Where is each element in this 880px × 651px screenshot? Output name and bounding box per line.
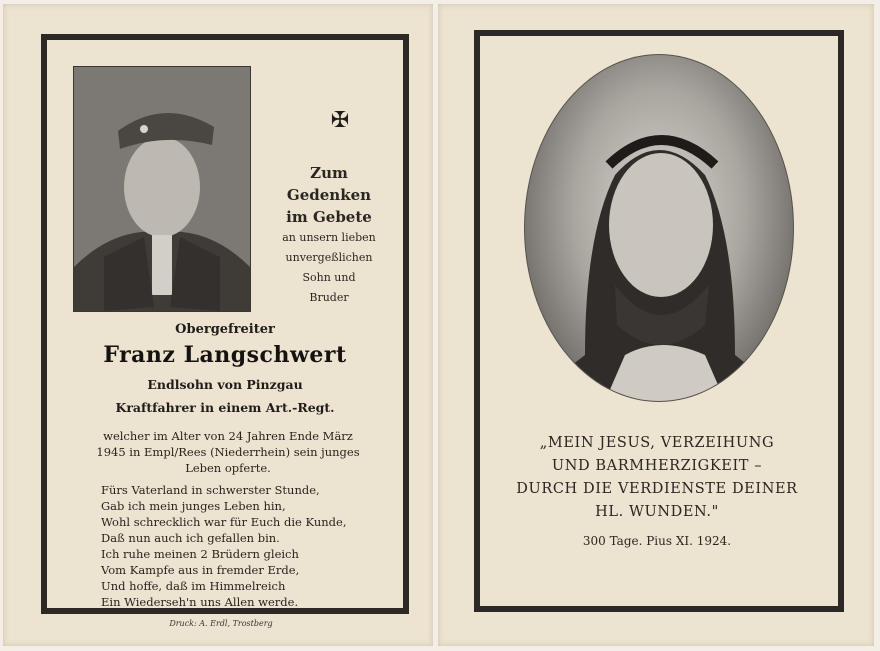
deceased-name: Franz Langschwert [103,342,347,368]
christ-portrait-oval [524,54,794,402]
left-mourning-border [41,34,409,614]
dedication-line: Sohn und [302,271,356,284]
soldier-photo [73,66,251,312]
dedication-line: an unsern lieben [282,231,376,244]
left-card [3,4,433,646]
poem-line: Ein Wiederseh'n uns Allen werde. [101,595,299,609]
poem-line: Ich ruhe meinen 2 Brüdern gleich [101,547,299,561]
poem-line: Daß nun auch ich gefallen bin. [101,531,280,545]
poem-line: Und hoffe, daß im Himmelreich [101,579,286,593]
memorial-dedication [265,162,393,308]
indulgence-note: 300 Tage. Pius XI. 1924. [582,534,732,548]
death-line: welcher im Alter von 24 Jahren Ende März [103,429,353,443]
prayer-text [484,432,830,524]
prayer-line: HL. WUNDEN." [595,504,719,520]
iron-cross-icon: ✠ [330,108,350,133]
prayer-line: „MEIN JESUS, VERZEIHUNG [539,435,775,451]
death-line: Leben opferte. [185,461,271,475]
printer-credit: Druck: A. Erdl, Trostberg [169,619,273,628]
dedication-line: Gedenken [286,186,372,204]
origin-line: Endlsohn von Pinzgau [147,377,303,392]
dedication-line: Zum [310,164,348,182]
poem-line: Fürs Vaterland in schwerster Stunde, [101,483,320,497]
right-card [438,4,874,646]
dedication-line: Bruder [309,291,349,304]
memorial-poem [101,482,391,610]
poem-line: Wohl schrecklich war für Euch die Kunde, [101,515,347,529]
dedication-line: unvergeßlichen [285,251,373,264]
military-rank: Obergefreiter [175,322,275,337]
role-line: Kraftfahrer in einem Art.-Regt. [115,400,335,415]
prayer-line: UND BARMHERZIGKEIT – [551,458,763,474]
poem-line: Gab ich mein junges Leben hin, [101,499,286,513]
poem-line: Vom Kampfe aus in fremder Erde, [101,563,300,577]
death-line: 1945 in Empl/Rees (Niederrhein) sein junges [96,445,360,459]
dedication-line: im Gebete [286,208,372,226]
death-notice [69,428,387,476]
prayer-line: DURCH DIE VERDIENSTE DEINER [516,481,798,497]
